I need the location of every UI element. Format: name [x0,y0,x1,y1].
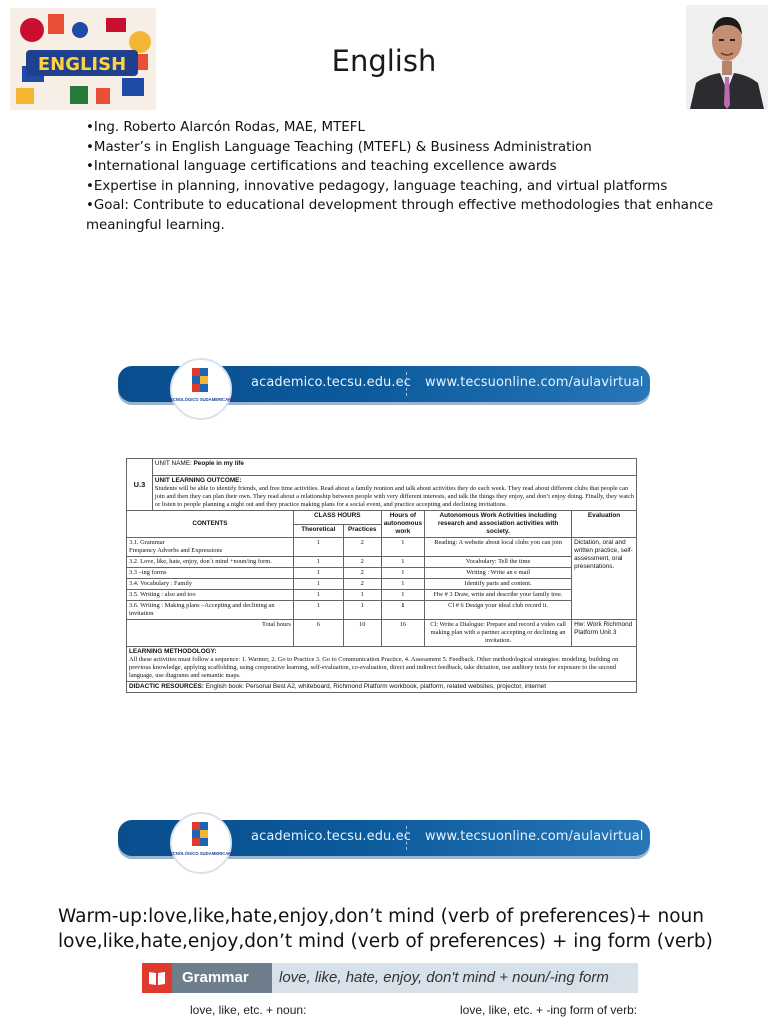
class-hours-header: CLASS HOURS [293,511,381,525]
slide-title: English [331,44,437,78]
grammar-label: Grammar [172,963,272,993]
crest-logo [167,358,235,420]
row-activity: Identify parts and content. [425,579,572,590]
bullet-item: •Master’s in English Language Teaching (MTEFL) & Business Administration [86,139,592,155]
row-activity: Writing : Write an e mail [425,568,572,579]
unit-code: U.3 [127,459,153,511]
row-practices: 2 [343,557,381,568]
crest-logo [167,812,235,874]
row-activity: Hw # 3 Draw, write and describe your family tree. [425,590,572,601]
row-practices: 2 [343,568,381,579]
methodology-cell [127,647,637,682]
table-row [127,590,637,601]
methodology-text: All these activities must follow a sequence: 1. Warmer, 2. Go to Practice 3. Go to Communication Practice, 4. Assessment 5. Feedback. Other methodological strategies: modeling, building on previous knowledge, applying scaffolding, using cooperative learning, self-evaluation, co-evaluation, direct and indirect feedback, take dictation, use auditory texts for exposure to the second language, use diagrams and semantic maps. [129,656,619,679]
row-activity: Vocabulary: Tell the time [425,557,572,568]
outcome-label: UNIT LEARNING OUTCOME: [154,477,242,484]
bullet-item: •Goal: Contribute to educational development through effective methodologies that enhance meaningful learning. [86,198,714,233]
row-hours: 1 [381,590,424,601]
syllabus-table [126,458,637,693]
row-theoretical: 1 [293,568,343,579]
unit-name-label: UNIT NAME: [154,460,192,467]
outcome-text: Students will be able to identify friends, and free time activities. Read about a family reunion and talk about activities they do each week. They read about different clubs that people can join and then they can plan their own. They read about a relationship between people with very different interests, and talk the things they enjoy, and don’t enjoy doing. Finally, they watch or listen to people planning a night out and they practice making plans for a social event, and practice accepting and declining invitations. [154,485,634,508]
virtual-classroom-url[interactable]: www.tecsuonline.com/aulavirtual [425,375,644,390]
row-activity: Reading: A website about local clubs you can join [425,538,572,557]
grammar-left-rule: love, like, etc. + noun: [190,1003,307,1017]
book-icon [142,963,172,993]
row-content: 3.2. Love, like, hate, enjoy, don´t mind +noun/ing form. [127,557,294,568]
institution-banner-bottom [118,820,650,856]
row-hours: 1 [381,568,424,579]
unit-name: People in my life [193,460,244,467]
row-content: 3.3 –ing forms [127,568,294,579]
table-row [127,568,637,579]
table-row [127,601,637,620]
autonomous-hours-header: Hours of autonomous work [381,511,424,538]
resources-text: English book: Personal Best A2, whiteboard, Richmond Platform workbook, platform, related websites, projector, internet [205,683,546,690]
row-hours: 1 [381,601,424,620]
table-row [127,557,637,568]
table-row [127,579,637,590]
warmup-line: Warm-up:love,like,hate,enjoy,don’t mind (verb of preferences)+ noun [58,906,704,927]
academic-url[interactable]: academico.tecsu.edu.ec [251,829,411,844]
total-label: Total hours [127,620,294,647]
academic-url[interactable]: academico.tecsu.edu.ec [251,375,411,390]
contents-header: CONTENTS [127,511,294,538]
row-content: 3.1. Grammar Frequency Adverbs and Expressions [127,538,294,557]
row-activity: Cl # 6 Design your ideal club record it. [425,601,572,620]
row-hours: 1 [381,538,424,557]
virtual-classroom-url[interactable]: www.tecsuonline.com/aulavirtual [425,829,644,844]
row-practices: 2 [343,579,381,590]
total-theoretical: 6 [293,620,343,647]
total-hours: 16 [381,620,424,647]
practices-header: Practices [343,524,381,538]
row-theoretical: 1 [293,557,343,568]
presenter-photo [686,5,768,109]
total-practices: 10 [343,620,381,647]
table-row [127,538,637,557]
methodology-label: LEARNING METHODOLOGY: [129,648,217,655]
crest-text: TECNOLÓGICO SUDAMERICANO [167,851,235,856]
row-theoretical: 1 [293,579,343,590]
row-theoretical: 1 [293,538,343,557]
row-practices: 1 [343,590,381,601]
bullet-item: •International language certifications and teaching excellence awards [86,159,557,174]
total-evaluation: Hw: Work Richmond Platform Unit 3 [572,620,637,647]
grammar-box [142,963,638,1024]
grammar-right-rule: love, like, etc. + -ing form of verb: [460,1003,638,1017]
row-theoretical: 1 [293,601,343,620]
row-content: 3.5. Writing : also and too [127,590,294,601]
bullet-item: •Ing. Roberto Alarcón Rodas, MAE, MTEFL [86,120,365,135]
unit-name-cell [152,459,636,476]
row-hours: 1 [381,557,424,568]
banner-divider [406,372,408,396]
evaluation-cell: Dictation, oral and written practice, self-assessment, oral presentations. [572,538,637,620]
row-hours: 1 [381,579,424,590]
theoretical-header: Theoretical [293,524,343,538]
activities-header: Autonomous Work Activities including research and association activities with society. [425,511,572,538]
row-practices: 2 [343,538,381,557]
resources-label: DIDACTIC RESOURCES: [129,683,204,690]
row-practices: 1 [343,601,381,620]
institution-banner-top [118,366,650,402]
bio-bullets [86,118,726,235]
resources-cell [127,682,637,693]
total-row [127,620,637,647]
row-theoretical: 1 [293,590,343,601]
warmup-text [58,904,758,954]
banner-divider [406,826,408,850]
total-activity: Cl: Write a Dialogue: Prepare and record a video call making plan with a partner accepting or declining an invitation. [425,620,572,647]
outcome-cell [152,476,636,511]
evaluation-header: Evaluation [572,511,637,538]
logo-text: ENGLISH [37,54,127,75]
grammar-heading: love, like, hate, enjoy, don't mind + noun/-ing form [279,969,609,986]
warmup-line: love,like,hate,enjoy,don’t mind (verb of preferences) + ing form (verb) [58,931,713,952]
crest-text: TECNOLÓGICO SUDAMERICANO [167,397,235,402]
row-content: 3.4. Vocabulary : Family [127,579,294,590]
row-content: 3.6. Writing : Making plans –Accepting and declining an invitation [127,601,294,620]
bullet-item: •Expertise in planning, innovative pedagogy, language teaching, and virtual platforms [86,178,668,194]
